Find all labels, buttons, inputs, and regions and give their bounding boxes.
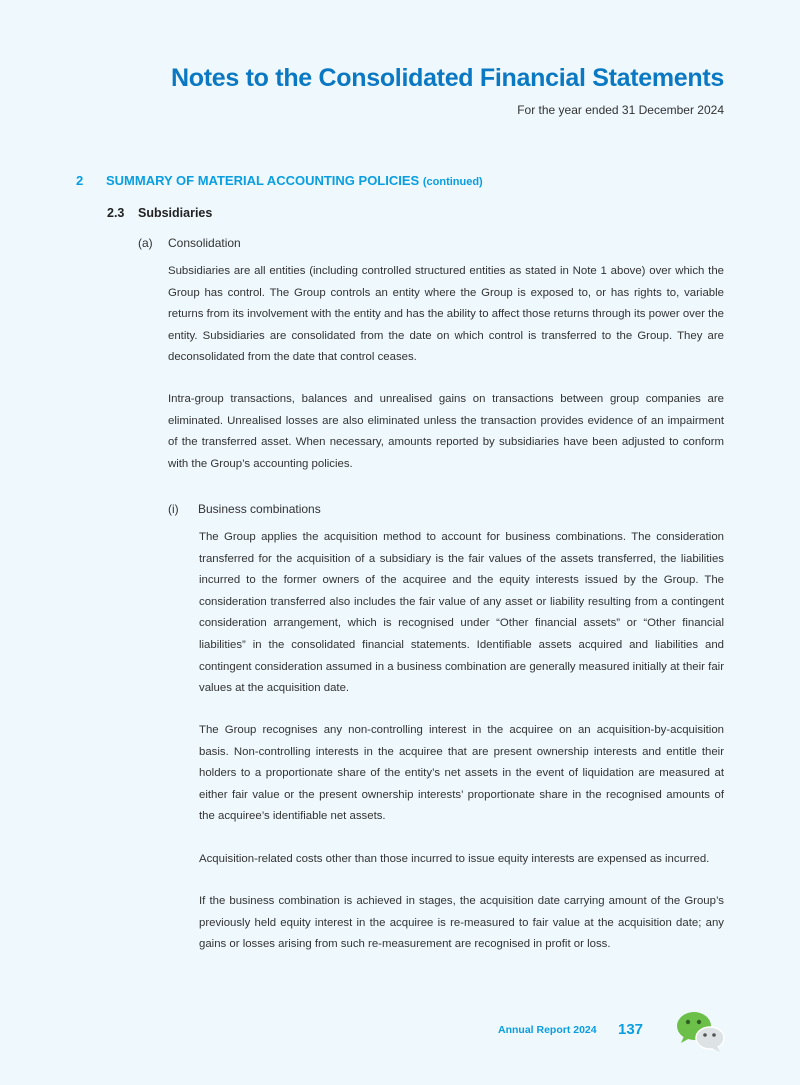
subsection-title: Subsidiaries [138, 206, 213, 220]
section-heading [76, 173, 483, 188]
item-i-label: (i) [168, 502, 179, 516]
item-a-heading [138, 236, 241, 250]
section-continued-label: (continued) [422, 176, 483, 188]
page-number: 137 [618, 1021, 644, 1038]
footer-report-label: Annual Report 2024 [498, 1024, 597, 1036]
page-subtitle: For the year ended 31 December 2024 [517, 103, 724, 117]
page-title: Notes to the Consolidated Financial Statements [171, 64, 724, 92]
subsection-heading [107, 206, 212, 220]
paragraph-subsidiaries-definition: Subsidiaries are all entities (including controlled structured entities as stated in Note 1 above) over which the Group has control. The Group controls an entity where the Group is exposed to, or has rights to, variable returns from its involvement with the entity and has the ability to affect those returns through its power over the entity. Subsidiaries are consolidated from the date on which control is transferred to the Group. They are deconsolidated from the date that control ceases. [168, 265, 724, 364]
paragraph-staged-combination: If the business combination is achieved in stages, the acquisition date carrying amount of the Group’s previously held equity interest in the acquiree is re-measured to fair value at the acquisition date; any gains or losses arising from such re-measurement are recognised in profit or loss. [199, 895, 724, 951]
subsection-number: 2.3 [107, 206, 125, 220]
item-i-heading [168, 502, 321, 516]
item-a-title: Consolidation [168, 236, 241, 250]
paragraph-intra-group-transactions: Intra-group transactions, balances and unrealised gains on transactions between group companies are eliminated. Unrealised losses are also eliminated unless the transaction provides evidence of an impairment of the transferred asset. When necessary, amounts reported by subsidiaries have been adjusted to conform with the Group’s accounting policies. [168, 393, 724, 470]
paragraph-non-controlling-interest: The Group recognises any non-controlling interest in the acquiree on an acquisition-by-acquisition basis. Non-controlling interests in the acquiree that are present ownership interests and entitle their holders to a proportionate share of the entity’s net assets in the event of liquidation are measured at either fair value or the present ownership interests’ proportionate share in the recognised amounts of the acquiree’s identifiable net assets. [199, 724, 724, 823]
section-title: SUMMARY OF MATERIAL ACCOUNTING POLICIES [106, 173, 420, 188]
paragraph-acquisition-costs: Acquisition-related costs other than those incurred to issue equity interests are expensed as incurred. [199, 853, 710, 865]
item-i-title: Business combinations [198, 502, 321, 516]
section-number: 2 [76, 173, 84, 188]
item-a-label: (a) [138, 236, 153, 250]
paragraph-acquisition-method: The Group applies the acquisition method to account for business combinations. The consideration transferred for the acquisition of a subsidiary is the fair values of the assets transferred, the liabilities incurred to the former owners of the acquiree and the equity interests issued by the Group. The consideration transferred also includes the fair value of any asset or liability resulting from a contingent consideration arrangement, which is recognised under “Other financial assets” or “Other financial liabilities” in the consolidated financial statements. Identifiable assets acquired and liabilities and contingent consideration assumed in a business combination are generally measured initially at their fair values at the acquisition date. [199, 531, 724, 695]
chat-bubbles-icon [675, 1011, 727, 1053]
